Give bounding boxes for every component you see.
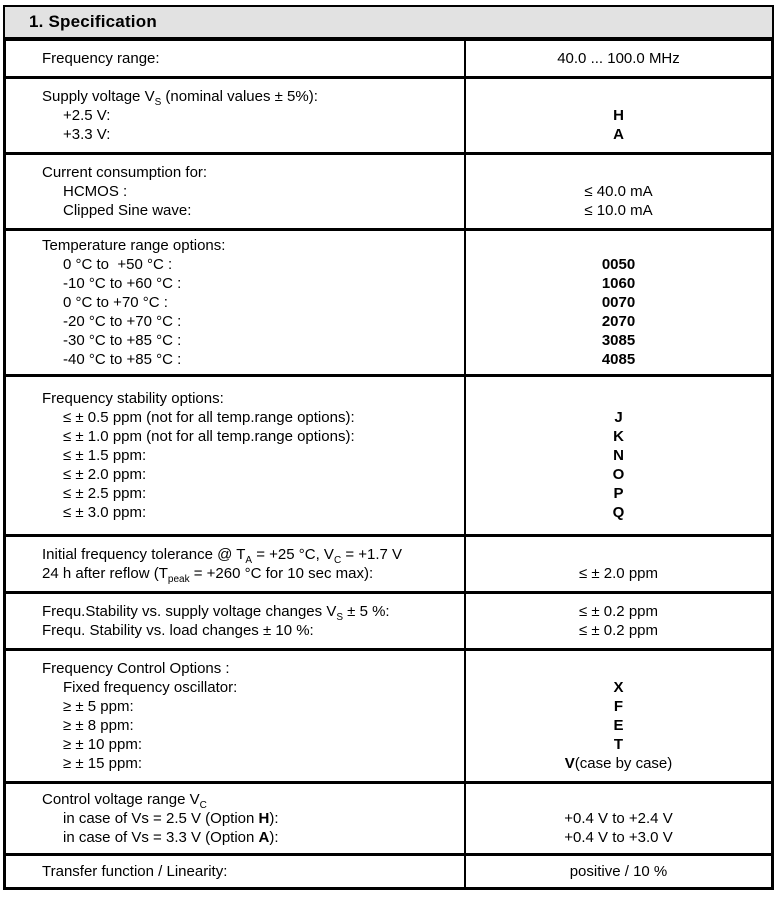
spec-label: Supply voltage $V_S$ (nominal values ± 5%): xyxy=(42,88,318,108)
spec-row-stability-vs-supply-and-load xyxy=(6,591,771,648)
spec-value: positive / 10 % xyxy=(569,863,668,880)
spec-label-cell xyxy=(6,377,464,534)
spec-value-cell xyxy=(464,856,771,887)
spec-label: ≥ ± 15 ppm: xyxy=(63,755,142,772)
spec-label-cell xyxy=(6,537,464,591)
spec-label: +2.5 V: xyxy=(63,107,111,124)
section-title: 1. Specification xyxy=(29,12,157,31)
spec-label: 0 °C to +70 °C : xyxy=(63,294,168,311)
spec-label: -10 °C to +60 °C : xyxy=(63,275,182,292)
spec-label: Frequency range: xyxy=(42,50,160,67)
spec-value: H xyxy=(613,107,624,124)
specification-table xyxy=(3,5,774,890)
spec-value: Q xyxy=(612,504,625,521)
spec-value xyxy=(466,389,771,408)
spec-value: X xyxy=(613,679,624,696)
spec-label-cell xyxy=(6,155,464,228)
spec-value: ≤ ± 0.2 ppm xyxy=(579,622,658,639)
spec-value: J xyxy=(614,409,623,426)
spec-value: 0050 xyxy=(601,256,636,273)
spec-label: -30 °C to +85 °C : xyxy=(63,332,182,349)
spec-value: A xyxy=(613,126,624,143)
spec-value: P xyxy=(613,485,624,502)
section-header xyxy=(3,5,774,37)
spec-value: N xyxy=(613,447,624,464)
spec-value: ≤ 10.0 mA xyxy=(584,202,653,219)
spec-row-current-consumption xyxy=(6,152,771,228)
spec-value xyxy=(466,659,771,678)
spec-value-cell xyxy=(464,155,771,228)
spec-label: -40 °C to +85 °C : xyxy=(63,351,182,368)
spec-label: 24 h after reflow ($T_{peak} = +260$ °C for 10 sec max): xyxy=(42,565,374,585)
spec-label: ≤ ± 1.0 ppm (not for all temp.range options): xyxy=(63,428,355,445)
spec-value: ≤ ± 2.0 ppm xyxy=(579,565,658,582)
spec-label-cell xyxy=(6,231,464,374)
spec-value-cell xyxy=(464,537,771,591)
spec-label-cell xyxy=(6,856,464,887)
spec-row-initial-frequency-tolerance xyxy=(6,534,771,591)
spec-row-frequency-control-options xyxy=(6,648,771,781)
spec-row-frequency-stability-options xyxy=(6,374,771,534)
spec-value: 40.0 ... 100.0 MHz xyxy=(557,50,680,67)
spec-value: O xyxy=(612,466,625,483)
spec-value-cell xyxy=(464,594,771,648)
spec-value: 2070 xyxy=(601,313,636,330)
spec-row-frequency-range xyxy=(6,41,771,76)
spec-table-body xyxy=(3,37,774,890)
spec-label: HCMOS : xyxy=(63,183,128,200)
spec-label: in case of Vs = 3.3 V (Option A): xyxy=(63,829,279,846)
spec-label: Temperature range options: xyxy=(42,237,226,254)
spec-label: ≤ ± 1.5 ppm: xyxy=(63,447,147,464)
spec-value: 1060 xyxy=(601,275,636,292)
spec-label: Clipped Sine wave: xyxy=(63,202,192,219)
spec-value-cell xyxy=(464,784,771,853)
spec-value-cell xyxy=(464,41,771,76)
spec-value xyxy=(466,87,771,106)
spec-value: 0070 xyxy=(601,294,636,311)
spec-value: ≤ 40.0 mA xyxy=(584,183,653,200)
spec-row-temperature-range-options xyxy=(6,228,771,374)
spec-label: ≤ ± 0.5 ppm (not for all temp.range options): xyxy=(63,409,355,426)
spec-label: Frequ.Stability vs. supply voltage changes $V_S \pm 5$ %: xyxy=(42,603,390,623)
spec-label: ≤ ± 2.0 ppm: xyxy=(63,466,147,483)
spec-label: ≤ ± 3.0 ppm: xyxy=(63,504,147,521)
spec-value-cell xyxy=(464,377,771,534)
spec-label: Transfer function / Linearity: xyxy=(42,863,228,880)
spec-value: F xyxy=(613,698,624,715)
spec-label: 0 °C to +50 °C : xyxy=(63,256,173,273)
spec-label: ≥ ± 10 ppm: xyxy=(63,736,142,753)
spec-value-cell xyxy=(464,651,771,781)
spec-label-cell xyxy=(6,41,464,76)
spec-value: ≤ ± 0.2 ppm xyxy=(579,603,658,620)
spec-value: 4085 xyxy=(601,351,636,368)
spec-value xyxy=(466,790,771,809)
spec-value xyxy=(466,236,771,255)
spec-row-control-voltage-range xyxy=(6,781,771,853)
spec-label: +3.3 V: xyxy=(63,126,111,143)
spec-value: T xyxy=(613,736,624,753)
spec-value-cell xyxy=(464,79,771,152)
spec-label: Control voltage range $V_C$ xyxy=(42,791,207,811)
spec-value: 3085 xyxy=(601,332,636,349)
spec-label: Frequency Control Options : xyxy=(42,660,230,677)
spec-label: ≥ ± 8 ppm: xyxy=(63,717,134,734)
spec-label-cell xyxy=(6,784,464,853)
spec-label-cell xyxy=(6,79,464,152)
spec-value: K xyxy=(613,428,624,445)
spec-value xyxy=(466,163,771,182)
spec-label-cell xyxy=(6,651,464,781)
spec-label: in case of Vs = 2.5 V (Option H): xyxy=(63,810,279,827)
spec-row-supply-voltage xyxy=(6,76,771,152)
spec-value: V(case by case) xyxy=(564,755,673,772)
spec-label: ≥ ± 5 ppm: xyxy=(63,698,134,715)
spec-value: +0.4 V to +2.4 V xyxy=(564,810,673,827)
spec-label-cell xyxy=(6,594,464,648)
spec-value xyxy=(466,545,771,564)
spec-value: E xyxy=(613,717,624,734)
spec-label: Current consumption for: xyxy=(42,164,208,181)
spec-row-transfer-function-linearity xyxy=(6,853,771,887)
spec-value: +0.4 V to +3.0 V xyxy=(564,829,673,846)
spec-label: -20 °C to +70 °C : xyxy=(63,313,182,330)
spec-label: Frequ. Stability vs. load changes ± 10 %: xyxy=(42,622,314,639)
spec-label: Frequency stability options: xyxy=(42,390,224,407)
spec-label: Initial frequency tolerance @ $T_A = +25$ °C, $V_C = +1.7$ V xyxy=(42,546,403,566)
spec-label: ≤ ± 2.5 ppm: xyxy=(63,485,147,502)
spec-label: Fixed frequency oscillator: xyxy=(63,679,238,696)
spec-value-cell xyxy=(464,231,771,374)
